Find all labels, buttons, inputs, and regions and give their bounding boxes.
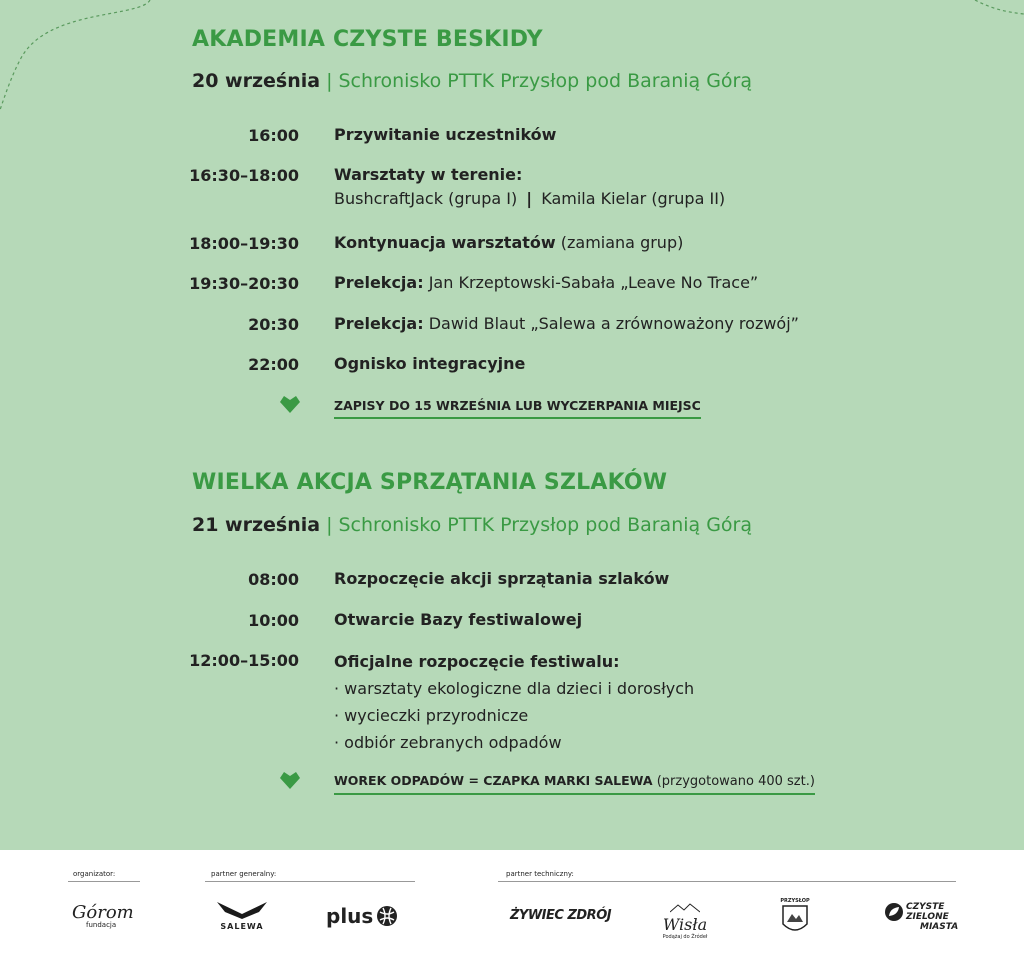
wisla-logo-sub: Podążaj do Źródeł (662, 934, 708, 940)
section2-separator: | (326, 514, 333, 536)
schedule-time: 08:00 (248, 570, 299, 589)
section1-separator: | (326, 70, 333, 92)
wisla-logo (660, 898, 710, 940)
schedule-desc-bold: Przywitanie uczestników (334, 125, 557, 144)
schedule-desc (334, 231, 683, 255)
wisla-mountains-icon (670, 903, 700, 913)
schedule-desc (334, 312, 799, 336)
schedule-desc (334, 648, 694, 756)
section2-place: Schronisko PTTK Przysłop pod Baranią Górą (338, 514, 753, 536)
schedule-time: 16:30–18:00 (189, 166, 299, 185)
plus-logo (326, 904, 398, 928)
schedule-desc (334, 608, 582, 632)
czyste-logo-text (906, 902, 958, 932)
signup-note-link[interactable]: ZAPISY DO 15 WRZEŚNIA LUB WYCZERPANIA MIEJSC (334, 398, 701, 419)
schedule-desc-bold: Prelekcja: (334, 273, 424, 292)
schedule-desc (334, 163, 725, 211)
salewa-eagle-icon (215, 898, 269, 920)
bullet-item: · warsztaty ekologiczne dla dzieci i dorosłych (334, 679, 695, 698)
czyste-logo-line1: CZYSTE (906, 902, 945, 912)
schedule-desc-group2: Kamila Kielar (grupa II) (541, 189, 726, 208)
schedule-desc-rest: Jan Krzeptowski-Sabała „Leave No Trace” (423, 273, 759, 292)
salewa-logo (214, 898, 270, 931)
section1-date-line (192, 70, 752, 92)
schedule-desc (334, 352, 525, 376)
section1-place: Schronisko PTTK Przysłop pod Baranią Górą (338, 70, 753, 92)
reward-note: WOREK ODPADÓW = CZAPKA MARKI SALEWA (334, 773, 653, 788)
przyslop-logo-text: PRZYSŁOP (780, 898, 810, 904)
divider (498, 881, 956, 882)
schedule-desc-group1: BushcraftJack (grupa I) (334, 189, 518, 208)
schedule-desc-bold: Ognisko integracyjne (334, 354, 526, 373)
plus-logo-text: plus (326, 904, 374, 928)
przyslop-logo (780, 898, 810, 940)
heart-icon (279, 770, 301, 790)
schedule-time: 16:00 (248, 126, 299, 145)
schedule-desc-bold: Warsztaty w terenie: (334, 165, 523, 184)
gorom-logo-text: Górom (72, 902, 134, 923)
schedule-time: 12:00–15:00 (189, 651, 299, 670)
organizer-label: organizator: (73, 870, 116, 878)
salewa-logo-text: SALEWA (220, 922, 264, 931)
schedule-desc-bold: Prelekcja: (334, 314, 424, 333)
tech-partner-label: partner techniczny: (506, 870, 574, 878)
section2-date: 21 września (192, 514, 321, 536)
czyste-logo-line3: MIASTA (920, 922, 959, 932)
schedule-time: 22:00 (248, 355, 299, 374)
czyste-logo-line2: ZIELONE (906, 912, 949, 922)
schedule-desc-bold: Oficjalne rozpoczęcie festiwalu: (334, 652, 620, 671)
section2-title: WIELKA AKCJA SPRZĄTANIA SZLAKÓW (192, 470, 668, 495)
leaf-icon (884, 902, 904, 922)
partners-footer (0, 850, 1024, 958)
section2-date-line (192, 514, 752, 536)
schedule-time: 10:00 (248, 611, 299, 630)
schedule-desc (334, 567, 669, 591)
schedule-desc-rest: (zamiana grup) (555, 233, 684, 252)
przyslop-shield-icon (781, 904, 809, 936)
section1-date: 20 września (192, 70, 321, 92)
divider (68, 881, 140, 882)
schedule-desc-bold: Kontynuacja warsztatów (334, 233, 556, 252)
reward-note-extra: (przygotowano 400 szt.) (652, 774, 815, 789)
gorom-logo-sub: fundacja (86, 921, 117, 929)
schedule-desc-rest: Dawid Blaut „Salewa a zrównoważony rozwój” (423, 314, 799, 333)
reward-note-link[interactable] (334, 773, 815, 795)
wisla-logo-text: Wisła (662, 915, 708, 934)
czyste-zielone-miasta-logo (884, 902, 958, 932)
general-partner-label: partner generalny: (211, 870, 277, 878)
bullet-item: · odbiór zebranych odpadów (334, 733, 562, 752)
heart-icon (279, 394, 301, 414)
zywiec-zdroj-logo: ŻYWIEC ZDRÓJ (510, 908, 612, 923)
gorom-logo (72, 902, 134, 929)
bullet-item: · wycieczki przyrodnicze (334, 706, 529, 725)
schedule-desc-bold: Rozpoczęcie akcji sprzątania szlaków (334, 569, 670, 588)
schedule-desc-bold: Otwarcie Bazy festiwalowej (334, 610, 583, 629)
schedule-desc-sep: | (526, 189, 533, 208)
schedule-desc (334, 123, 556, 147)
schedule-time: 20:30 (248, 315, 299, 334)
schedule-time: 18:00–19:30 (189, 234, 299, 253)
divider (205, 881, 415, 882)
schedule-time: 19:30–20:30 (189, 274, 299, 293)
schedule-desc (334, 271, 758, 295)
section1-title: AKADEMIA CZYSTE BESKIDY (192, 27, 543, 52)
plus-ball-icon (376, 905, 398, 927)
